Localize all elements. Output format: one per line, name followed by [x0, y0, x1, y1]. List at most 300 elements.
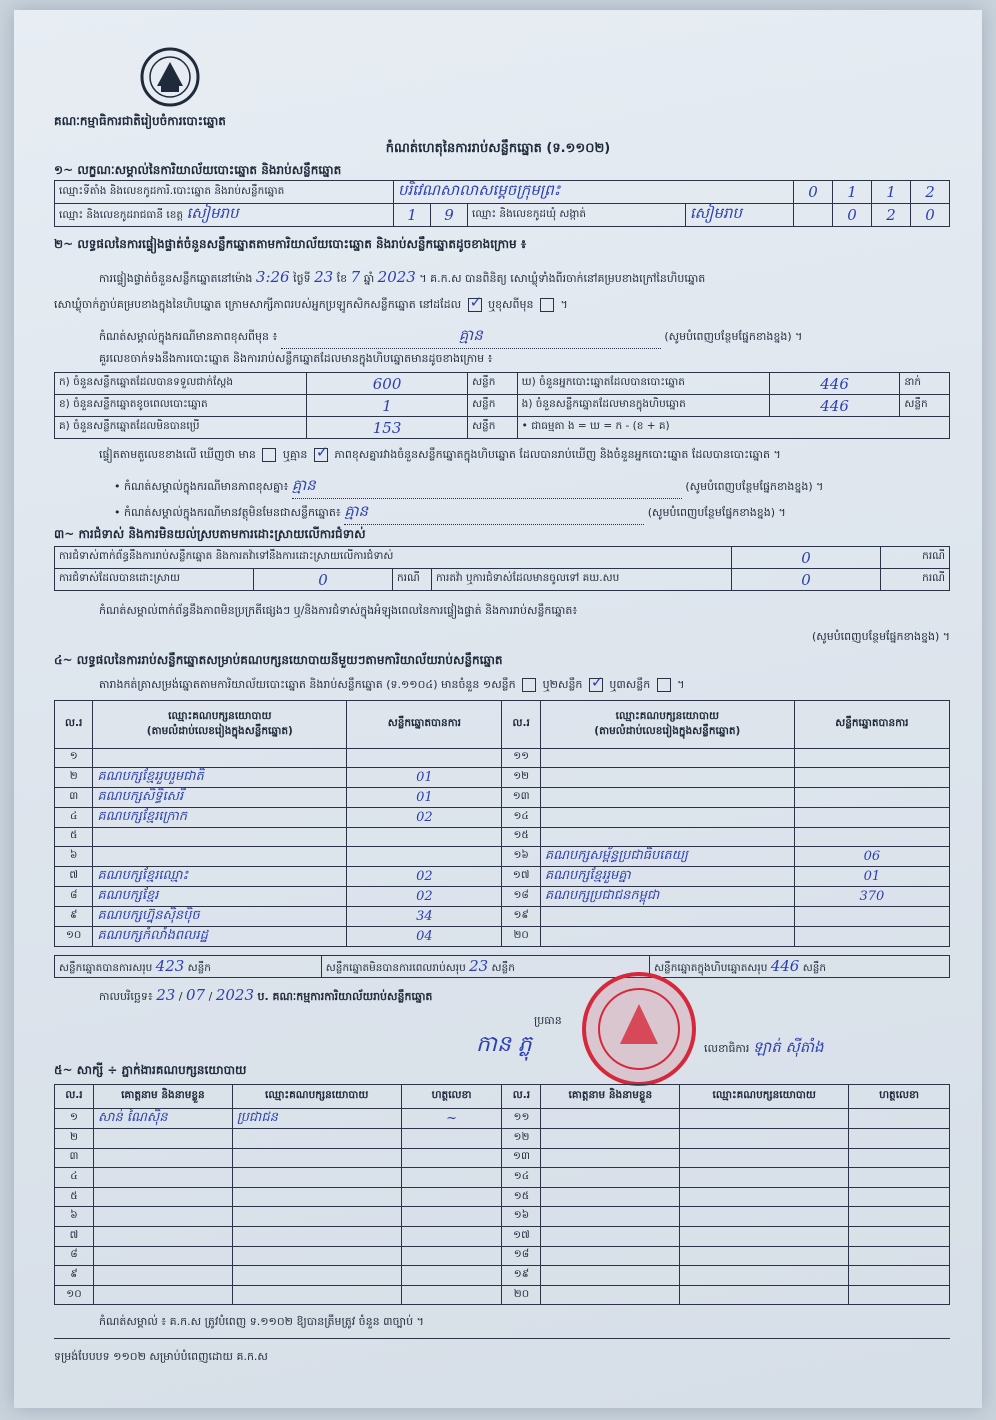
- witness-signature: ~: [401, 1109, 502, 1129]
- total-invalid-label: សន្លឹកឆ្នោតមិនបានការពេលរាប់សរុប: [325, 961, 466, 974]
- secretary-label: លេខាធិការ: [704, 1042, 750, 1055]
- witness-row: [55, 1187, 950, 1207]
- witness-signature: [849, 1148, 950, 1168]
- party-votes: [347, 749, 502, 768]
- row-no: ៧: [55, 1226, 94, 1246]
- count-value: 446: [769, 373, 900, 395]
- count-value: 153: [307, 417, 468, 439]
- province-digit: 1: [394, 204, 431, 227]
- count-label: គ) ចំនួនសន្លឹកឆ្នោតដែលមិនបានប្រើ: [55, 417, 307, 439]
- result-row: [55, 787, 950, 807]
- col-party: ឈ្មោះគណបក្សនយោបាយ: [232, 1085, 401, 1109]
- sec3-title: ៣~ ការជំទាស់ និងការមិនយល់ស្របតាមការដោះស្រាយលើការជំទាស់: [54, 527, 366, 541]
- witness-signature: [849, 1226, 950, 1246]
- col-party: [540, 701, 794, 749]
- party-name: គណបក្សសិទ្ធិសេរី: [93, 787, 347, 807]
- witness-name: [93, 1226, 232, 1246]
- note3-line: [114, 502, 786, 525]
- count-unit: សន្លឹក: [468, 417, 518, 439]
- party-name: [540, 906, 794, 926]
- sheet-unit: សន្លឹក: [491, 961, 515, 974]
- witness-party: [680, 1168, 849, 1188]
- row-no: ១: [55, 1109, 94, 1129]
- witness-party: [232, 1148, 401, 1168]
- party-votes: [347, 846, 502, 866]
- has-diff-checkbox[interactable]: [262, 448, 276, 462]
- count-label: ខ) ចំនួនសន្លឹកឆ្នោតខូចពេលបោះឆ្នោត: [55, 395, 307, 417]
- counts-row: [55, 373, 950, 395]
- col-no: ល.រ: [502, 701, 540, 749]
- station-digit: 1: [872, 181, 911, 204]
- year-label: ឆ្នាំ: [363, 272, 375, 285]
- year-value: 2023: [377, 268, 416, 286]
- party-votes: [794, 827, 949, 846]
- result-row: [55, 866, 950, 886]
- counts-row: [55, 395, 950, 417]
- count-label: ក) ចំនួនសន្លឹកឆ្នោតដែលបានទទួលជាក់ស្ដែង: [55, 373, 307, 395]
- party-votes: 06: [794, 846, 949, 866]
- footer-divider: [54, 1338, 950, 1339]
- party-name: គណបក្សខ្មែរក្រោក: [93, 807, 347, 827]
- footer-text: ទម្រង់បែបបទ ១១០២ សម្រាប់បំពេញដោយ គ.ក.ស: [54, 1350, 268, 1363]
- province-label-cell: [55, 204, 394, 227]
- witness-signature: [401, 1187, 502, 1207]
- date-day: 23: [156, 986, 176, 1004]
- witness-row: [55, 1266, 950, 1286]
- day-label: ថ្ងៃទី: [293, 272, 311, 285]
- row-no: ១៣: [502, 787, 540, 807]
- witness-party: [232, 1226, 401, 1246]
- party-votes: 04: [347, 926, 502, 946]
- count-formula: • ជាធម្មតា ង = ឃ = ក - (ខ + គ): [517, 417, 949, 439]
- witness-party: [680, 1207, 849, 1227]
- witness-party: [232, 1285, 401, 1305]
- witness-name: [541, 1207, 680, 1227]
- witness-signature: [849, 1246, 950, 1266]
- party-votes: [794, 926, 949, 946]
- note1-label: កំណត់សម្គាល់ក្នុងករណីមានភាពខុសពីមុន ៖: [99, 330, 278, 343]
- witness-name: សាន់ ណៃស៊ិន: [93, 1109, 232, 1129]
- party-name: គណបក្សកំលាំងពលរដ្ឋ: [93, 926, 347, 946]
- commune-digit: 0: [833, 204, 872, 227]
- results-table: [54, 700, 950, 947]
- count-value: 1: [307, 395, 468, 417]
- month-value: 7: [350, 268, 361, 286]
- witness-name: [541, 1109, 680, 1129]
- witness-signature: [849, 1207, 950, 1227]
- witness-party: [232, 1187, 401, 1207]
- party-name: គណបក្សខ្មែរឈ្មោះ: [93, 866, 347, 886]
- row-no: ២: [55, 767, 93, 787]
- col-votes: សន្លឹកឆ្នោតបានការ: [794, 701, 949, 749]
- fill-hint: (សូមបំពេញបន្ថែមផ្នែកខាងខ្នង) ។: [685, 480, 824, 493]
- check-time-value: 3:26: [255, 268, 290, 286]
- witness-party: [680, 1129, 849, 1149]
- witness-name: [93, 1187, 232, 1207]
- row-no: ១៥: [502, 1187, 541, 1207]
- witness-party: [680, 1285, 849, 1305]
- location-value: បរិវេណសាលាសម្ដេចក្រុមព្រះ: [394, 181, 794, 204]
- result-row: [55, 906, 950, 926]
- witness-party: [680, 1109, 849, 1129]
- case-unit: ករណី: [393, 569, 432, 591]
- col-name: គោត្តនាម និងនាមខ្លួន: [541, 1085, 680, 1109]
- secretary-signature: ឡាត់ ស៊ីតាំង: [752, 1038, 824, 1056]
- result-row: [55, 767, 950, 787]
- fill-hint: (សូមបំពេញបន្ថែមផ្នែកខាងខ្នង) ។: [647, 506, 786, 519]
- witness-name: [93, 1285, 232, 1305]
- witness-row: [55, 1285, 950, 1305]
- sec4-title: ៤~ លទ្ធផលនៃការរាប់សន្លឹកឆ្នោតសម្រាប់គណបក្សនយោបាយនីមួយៗតាមការិយាល័យរាប់សន្លឹកឆ្នោត: [54, 653, 503, 667]
- party-name: គណបក្សហ្វ៊ុនស៊ិនប៉ិច: [93, 906, 347, 926]
- case-unit: ករណី: [881, 569, 950, 591]
- party-name: [93, 827, 347, 846]
- col-party-label: ឈ្មោះគណបក្សនយោបាយ: [168, 709, 272, 722]
- empty-cell: [794, 204, 833, 227]
- footnote: កំណត់សម្គាល់ ៖ គ.ក.ស ត្រូវបំពេញ ទ.១១០២ ឱ្យបានត្រឹមត្រូវ ចំនួន ៣ច្បាប់ ។: [99, 1315, 424, 1328]
- count-unit: នាក់: [900, 373, 950, 395]
- total-box-value: 446: [770, 956, 800, 975]
- party-votes: 02: [347, 866, 502, 886]
- witness-row: [55, 1129, 950, 1149]
- party-name: [93, 749, 347, 768]
- witness-row: [55, 1226, 950, 1246]
- row-no: ៨: [55, 1246, 94, 1266]
- result-row: [55, 846, 950, 866]
- witness-name: [93, 1266, 232, 1286]
- witness-party: [232, 1129, 401, 1149]
- nec-emblem-icon: [139, 46, 201, 108]
- witness-signature: [849, 1168, 950, 1188]
- result-row: [55, 749, 950, 768]
- row-no: ៩: [55, 1266, 94, 1286]
- witness-name: [541, 1129, 680, 1149]
- row-no: ៣: [55, 1148, 94, 1168]
- row-no: ១៤: [502, 807, 540, 827]
- row-no: ៦: [55, 1207, 94, 1227]
- party-name: គណបក្សខ្មែររួមគ្នា: [540, 866, 794, 886]
- case-unit: ករណី: [881, 547, 950, 569]
- commune-value: សៀមរាប: [685, 204, 793, 227]
- province-digit: 9: [431, 204, 468, 227]
- commune-digit: 0: [911, 204, 950, 227]
- party-name: [540, 926, 794, 946]
- witness-name: [541, 1246, 680, 1266]
- check-time-label: ការផ្ទៀងផ្ទាត់ចំនួនសន្លឹកឆ្នោតនៅម៉ោង: [99, 272, 253, 285]
- row-no: ១១: [502, 749, 540, 768]
- compare-desc: ភាពខុសគ្នារវាងចំនួនសន្លឹកឆ្នោតក្នុងហិបឆ្នោត ដែលបានរាប់ឃើញ និងចំនួនអ្នកបោះឆ្នោត ដែលបានបោះឆ្នោត ។: [334, 448, 781, 461]
- note2-value: គ្មាន: [292, 476, 682, 499]
- date-month: 07: [186, 986, 206, 1004]
- form-title: កំណត់ហេតុនៃការរាប់សន្លឹកឆ្នោត (ទ.១១០២): [385, 141, 611, 156]
- row-no: ២០: [502, 926, 540, 946]
- sec2-title: ២~ លទ្ធផលនៃការផ្ទៀងផ្ទាត់ចំនួនសន្លឹកឆ្នោតតាមការិយាល័យបោះឆ្នោត និងរាប់សន្លឹកឆ្នោតដូចខាងក្រោម ៖: [54, 237, 527, 251]
- witness-signature: [401, 1226, 502, 1246]
- date-line: កាលបរិច្ឆេទ៖ 23 / 07 / 2023 ប. គណៈកម្មការការិយាល័យរាប់សន្លឹកឆ្នោត: [99, 986, 433, 1004]
- total-box-label: សន្លឹកឆ្នោតក្នុងហិបឆ្នោតសរុប: [654, 961, 768, 974]
- witness-party: [232, 1207, 401, 1227]
- row-no: ១: [55, 749, 93, 768]
- row-no: ១១: [502, 1109, 541, 1129]
- objection-label: ការជំទាស់ពាក់ព័ន្ធនឹងការរាប់សន្លឹកឆ្នោត និងការតវ៉ាទៅនឹងការដោះស្រាយលើការជំទាស់: [55, 547, 732, 569]
- two-sheet-label: ឬ២សន្លឹក: [542, 678, 583, 691]
- location-label: ឈ្មោះទីតាំង និងលេខកូដការិ.បោះឆ្នោត និងរាប់សន្លឹកឆ្នោត: [55, 181, 394, 204]
- station-digit: 2: [911, 181, 950, 204]
- witness-name: [541, 1148, 680, 1168]
- sec1-title: ១~ លក្ខណៈសម្គាល់នៃការិយាល័យបោះឆ្នោត និងរាប់សន្លឹកឆ្នោត: [54, 163, 342, 177]
- col-sign: ហត្ថលេខា: [401, 1085, 502, 1109]
- witness-signature: [401, 1207, 502, 1227]
- seal-line: សោឃ្លុំចាក់ភ្ជាប់គម្របខាងក្នុងនៃហិបឆ្នោត ក្រោមសាក្សីភាពរបស់អ្នកប្រឡូកសិកសន្លឹកឆ្នោត នៅដដែល ✓ ឬខុសពីមុន ។: [54, 298, 568, 314]
- compare-line: [99, 448, 781, 464]
- totals-table: [54, 955, 950, 978]
- official-seal-icon: [580, 970, 698, 1088]
- party-name: គណបក្សខ្មែរ: [93, 886, 347, 906]
- witness-name: [541, 1187, 680, 1207]
- row-no: ១៤: [502, 1168, 541, 1188]
- row-no: ៥: [55, 827, 93, 846]
- count-value: 600: [307, 373, 468, 395]
- fill-hint: (សូមបំពេញបន្ថែមផ្នែកខាងខ្នង) ។: [664, 330, 803, 343]
- changed-checkbox[interactable]: [540, 298, 554, 312]
- check-time-line: [99, 268, 705, 288]
- party-votes: [794, 749, 949, 768]
- party-name: [93, 846, 347, 866]
- appeal-label: ការតវ៉ា ឬការជំទាស់ដែលមានចូលទៅ គឃ.សប: [432, 569, 732, 591]
- count-label: ង) ចំនួនសន្លឹកឆ្នោតដែលមានក្នុងហិបឆ្នោត: [517, 395, 769, 417]
- col-votes: សន្លឹកឆ្នោតបានការ: [347, 701, 502, 749]
- row-no: ៤: [55, 807, 93, 827]
- witness-row: [55, 1246, 950, 1266]
- appeal-value: 0: [732, 569, 881, 591]
- party-name: [540, 827, 794, 846]
- unchanged-checkbox[interactable]: [468, 298, 482, 312]
- col-party-sub: (តាមលំដាប់លេខរៀងក្នុងសន្លឹកឆ្នោត): [146, 724, 293, 737]
- commune-label: ឈ្មោះ និងលេខកូដឃុំ សង្កាត់: [468, 204, 686, 227]
- party-votes: [794, 787, 949, 807]
- form-sheet: [14, 10, 982, 1408]
- no-diff-label: ឬគ្មាន: [282, 448, 308, 461]
- row-no: ១៥: [502, 827, 540, 846]
- party-votes: 01: [794, 866, 949, 886]
- party-name: [540, 807, 794, 827]
- date-label: កាលបរិច្ឆេទ៖: [99, 990, 153, 1003]
- col-no: ល.រ: [55, 1085, 94, 1109]
- sheet-unit: សន្លឹក: [187, 961, 211, 974]
- sec5-title: ៥~ សាក្សី ÷ ភ្នាក់ងារគណបក្សនយោបាយ: [54, 1063, 247, 1077]
- witness-name: [93, 1148, 232, 1168]
- col-party: ឈ្មោះគណបក្សនយោបាយ: [680, 1085, 849, 1109]
- sec3-fill-hint: (សូមបំពេញបន្ថែមផ្នែកខាងខ្នង) ។: [811, 630, 950, 643]
- witness-signature: [401, 1129, 502, 1149]
- row-no: ៩: [55, 906, 93, 926]
- station-digit: 0: [794, 181, 833, 204]
- col-no: ល.រ: [502, 1085, 541, 1109]
- row-no: ១៦: [502, 846, 540, 866]
- row-no: ២: [55, 1129, 94, 1149]
- witness-party: [232, 1266, 401, 1286]
- row-no: ១៣: [502, 1148, 541, 1168]
- row-no: ១៧: [502, 866, 540, 886]
- objection-table: [54, 546, 950, 591]
- note1-line: [99, 326, 802, 349]
- count-unit: សន្លឹក: [468, 395, 518, 417]
- row-no: ៥: [55, 1187, 94, 1207]
- witness-name: [541, 1226, 680, 1246]
- row-no: ១៧: [502, 1226, 541, 1246]
- two-sheet-checkbox[interactable]: [589, 678, 603, 692]
- witness-signature: [401, 1285, 502, 1305]
- objection-value: 0: [732, 547, 881, 569]
- party-name: [540, 787, 794, 807]
- note3-label: • កំណត់សម្គាល់ក្នុងករណីមានវត្ថុមិនមែនជាសន្លឹកឆ្នោត៖: [114, 506, 341, 519]
- col-party-sub: (តាមលំដាប់លេខរៀងក្នុងសន្លឹកឆ្នោត): [594, 724, 741, 737]
- one-sheet-checkbox[interactable]: [522, 678, 536, 692]
- count-value: 446: [769, 395, 900, 417]
- witness-signature: [401, 1168, 502, 1188]
- row-no: ៨: [55, 886, 93, 906]
- count-label: ឃ) ចំនួនអ្នកបោះឆ្នោតដែលបានបោះឆ្នោត: [517, 373, 769, 395]
- witness-party: [680, 1246, 849, 1266]
- org-name: គណៈកម្មាធិការជាតិរៀបចំការបោះឆ្នោត: [54, 114, 226, 128]
- signer-role: ប. គណៈកម្មការការិយាល័យរាប់សន្លឹកឆ្នោត: [257, 990, 433, 1003]
- chair-label: ប្រធាន: [534, 1014, 562, 1027]
- check-desc: ។ គ.ក.ស បានពិនិត្យ សោឃ្លុំទាំងពីរចាក់នៅគម្របខាងក្រៅនៃហិបឆ្នោត: [419, 272, 706, 285]
- witness-party: [680, 1226, 849, 1246]
- total-valid-cell: [55, 956, 322, 978]
- row-no: ៧: [55, 866, 93, 886]
- witness-party: [232, 1168, 401, 1188]
- counts-table: [54, 372, 950, 439]
- witness-signature: [401, 1148, 502, 1168]
- witness-party: [680, 1187, 849, 1207]
- chair-signature: កាន ភ្លុ: [476, 1032, 532, 1057]
- compare-label: ផ្ទៀតតាមតួលេខខាងលើ ឃើញថា មាន: [99, 448, 256, 461]
- row-no: ១០: [55, 1285, 94, 1305]
- party-votes: [794, 906, 949, 926]
- witness-name: [93, 1168, 232, 1188]
- count-unit: សន្លឹក: [900, 395, 950, 417]
- row-no: ១៦: [502, 1207, 541, 1227]
- witness-signature: [401, 1246, 502, 1266]
- result-row: [55, 807, 950, 827]
- witness-party: ប្រជាជន: [232, 1109, 401, 1129]
- changed-label: ឬខុសពីមុន: [488, 298, 534, 311]
- witness-row: [55, 1168, 950, 1188]
- station-digit: 1: [833, 181, 872, 204]
- col-party: [93, 701, 347, 749]
- province-label: ឈ្មោះ និងលេខកូដរាជធានី ខេត្ត: [59, 209, 184, 221]
- witness-row: [55, 1207, 950, 1227]
- note2-label: • កំណត់សម្គាល់ក្នុងករណីមានភាពខុសគ្នា៖: [114, 480, 289, 493]
- row-no: ១២: [502, 1129, 541, 1149]
- party-name: គណបក្សសម្ព័ន្ធប្រជាធិបតេយ្យ: [540, 846, 794, 866]
- province-value: សៀមរាប: [186, 204, 239, 222]
- date-year: 2023: [215, 986, 254, 1004]
- row-no: ៤: [55, 1168, 94, 1188]
- party-votes: [794, 807, 949, 827]
- witness-signature: [849, 1285, 950, 1305]
- witness-table: [54, 1084, 950, 1305]
- sec1-table: [54, 180, 950, 227]
- note2-line: [114, 476, 823, 499]
- col-no: ល.រ: [55, 701, 93, 749]
- row-no: ៦: [55, 846, 93, 866]
- row-no: ១៩: [502, 1266, 541, 1286]
- row-no: ២០: [502, 1285, 541, 1305]
- row-no: ១៨: [502, 886, 540, 906]
- party-votes: 01: [347, 767, 502, 787]
- party-votes: 02: [347, 886, 502, 906]
- total-valid-value: 423: [155, 956, 185, 975]
- party-votes: [347, 827, 502, 846]
- month-label: ខែ: [336, 272, 348, 285]
- three-sheet-checkbox[interactable]: [657, 678, 671, 692]
- party-votes: 01: [347, 787, 502, 807]
- total-valid-label: សន្លឹកឆ្នោតបានការសរុប: [59, 961, 153, 974]
- party-votes: 370: [794, 886, 949, 906]
- witness-name: [541, 1266, 680, 1286]
- col-party-label: ឈ្មោះគណបក្សនយោបាយ: [615, 709, 719, 722]
- result-row: [55, 827, 950, 846]
- party-name: [540, 749, 794, 768]
- witness-signature: [849, 1187, 950, 1207]
- seal-desc: សោឃ្លុំចាក់ភ្ជាប់គម្របខាងក្នុងនៃហិបឆ្នោត ក្រោមសាក្សីភាពរបស់អ្នកប្រឡូកសិកសន្លឹកឆ្នោត នៅដដែល: [54, 298, 462, 311]
- note3-value: គ្មាន: [344, 502, 644, 525]
- result-row: [55, 926, 950, 946]
- party-name: គណបក្សប្រជាជនកម្ពុជា: [540, 886, 794, 906]
- witness-name: [541, 1285, 680, 1305]
- row-no: ១៨: [502, 1246, 541, 1266]
- witness-name: [93, 1207, 232, 1227]
- party-name: គណបក្សខ្មែររួបរួមជាតិ: [93, 767, 347, 787]
- row-no: ១០: [55, 926, 93, 946]
- witness-row: [55, 1148, 950, 1168]
- party-votes: [794, 767, 949, 787]
- total-invalid-value: 23: [469, 956, 489, 975]
- resolved-label: ការជំទាស់ដែលបានដោះស្រាយ: [55, 569, 254, 591]
- witness-row: [55, 1109, 950, 1129]
- three-sheet-label: ឬ៣សន្លឹក: [609, 678, 651, 691]
- witness-party: [232, 1246, 401, 1266]
- sec3-note: កំណត់សម្គាល់ពាក់ព័ន្ធនឹងភាពមិនប្រក្រតីផ្សេងៗ ឬ/និងការជំទាស់ក្នុងអំឡុងពេលនៃការផ្ទៀងផ្ទាត់ និងការរាប់សន្លឹកឆ្នោត៖: [99, 604, 578, 617]
- witness-signature: [849, 1109, 950, 1129]
- witness-name: [93, 1129, 232, 1149]
- witness-party: [680, 1266, 849, 1286]
- day-value: 23: [314, 268, 334, 286]
- sheet-unit: សន្លឹក: [802, 961, 827, 974]
- witness-signature: [849, 1266, 950, 1286]
- pages-line: តារាងកត់ត្រាសម្រង់ឆ្នោតតាមការិយាល័យបោះឆ្នោត និងរាប់សន្លឹកឆ្នោត (ទ.១១០៤) មានចំនួន ១សន្លឹក ឬ២សន្លឹក ✓ ឬ៣សន្លឹក ។: [99, 678, 684, 694]
- party-votes: 34: [347, 906, 502, 926]
- note1-value: គ្មាន: [281, 326, 661, 349]
- party-name: [540, 767, 794, 787]
- resolved-value: 0: [254, 569, 393, 591]
- counts-row: [55, 417, 950, 439]
- commune-digit: 2: [872, 204, 911, 227]
- no-diff-checkbox[interactable]: [314, 448, 328, 462]
- witness-signature: [401, 1266, 502, 1286]
- col-sign: ហត្ថលេខា: [849, 1085, 950, 1109]
- witness-signature: [849, 1129, 950, 1149]
- party-votes: 02: [347, 807, 502, 827]
- witness-name: [541, 1168, 680, 1188]
- result-row: [55, 886, 950, 906]
- witness-party: [680, 1148, 849, 1168]
- row-no: ៣: [55, 787, 93, 807]
- col-name: គោត្តនាម និងនាមខ្លួន: [93, 1085, 232, 1109]
- row-no: ១៩: [502, 906, 540, 926]
